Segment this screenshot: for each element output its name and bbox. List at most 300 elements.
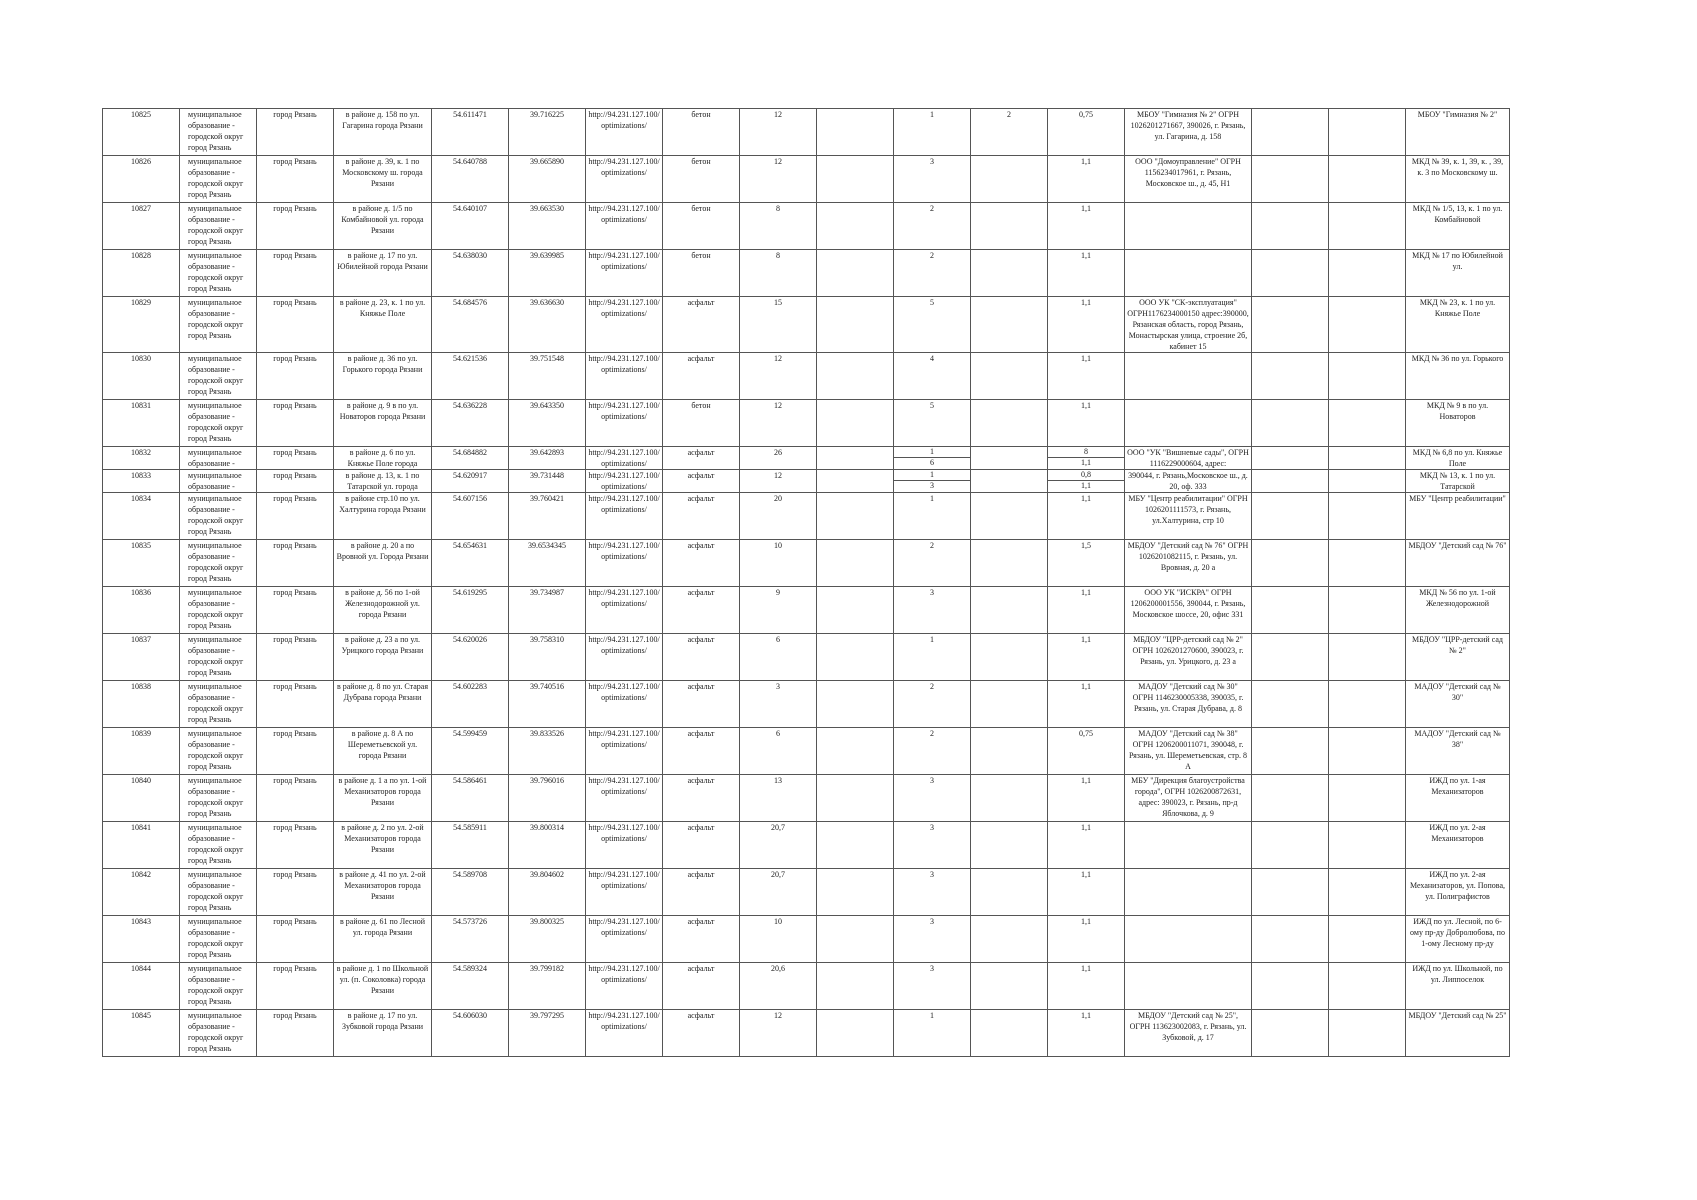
container-count-2 (971, 493, 1048, 540)
container-count: 3 (894, 822, 971, 869)
col-empty-2 (1252, 587, 1329, 634)
map-link[interactable]: http://94.231.127.100/optimizations/ (586, 916, 663, 963)
row-id: 10838 (103, 681, 180, 728)
col-empty-1 (817, 963, 894, 1010)
municipality: муниципальное образование - городской округ город Рязань (180, 540, 257, 587)
row-id: 10833 (103, 470, 180, 493)
col-empty-2 (1252, 916, 1329, 963)
city: город Рязань (257, 634, 334, 681)
table-row (103, 297, 1510, 353)
owner: МАДОУ "Детский сад № 30" ОГРН 1146230005338, 390035, г. Рязань, ул. Старая Дубрава, д. 8 (1125, 681, 1252, 728)
map-link[interactable]: http://94.231.127.100/optimizations/ (586, 109, 663, 156)
col-empty-3 (1329, 681, 1406, 728)
col-empty-2 (1252, 203, 1329, 250)
waste-source: ИЖД по ул. Школьной, по ул. Липпоселок (1406, 963, 1510, 1010)
longitude: 39.804602 (509, 869, 586, 916)
table-row (103, 203, 1510, 250)
latitude: 54.636228 (432, 400, 509, 447)
col-empty-1 (817, 869, 894, 916)
area: 12 (740, 156, 817, 203)
address: в районе д. 13, к. 1 по Татарской ул. города (334, 470, 432, 493)
col-empty-1 (817, 447, 894, 470)
municipality: муниципальное образование - (180, 470, 257, 493)
map-link[interactable]: http://94.231.127.100/optimizations/ (586, 203, 663, 250)
longitude: 39.800325 (509, 916, 586, 963)
table-row (103, 587, 1510, 634)
container-count-part: 6 (930, 458, 934, 467)
area: 20,7 (740, 822, 817, 869)
address: в районе д. 61 по Лесной ул. города Рязани (334, 916, 432, 963)
area: 12 (740, 400, 817, 447)
col-empty-3 (1329, 203, 1406, 250)
city: город Рязань (257, 963, 334, 1010)
waste-source: МКД № 6,8 по ул. Княжье Поле (1406, 447, 1510, 470)
longitude: 39.758310 (509, 634, 586, 681)
map-link[interactable]: http://94.231.127.100/optimizations/ (586, 681, 663, 728)
municipality: муниципальное образование - городской округ город Рязань (180, 728, 257, 775)
table-row (103, 447, 1510, 470)
col-empty-2 (1252, 109, 1329, 156)
address: в районе стр.10 по ул. Халтурина города Рязани (334, 493, 432, 540)
row-id: 10835 (103, 540, 180, 587)
col-empty-1 (817, 109, 894, 156)
map-link[interactable]: http://94.231.127.100/optimizations/ (586, 822, 663, 869)
row-id: 10834 (103, 493, 180, 540)
owner: МБОУ "Гимназия № 2" ОГРН 1026201271667, 390026, г. Рязань, ул. Гагарина, д. 158 (1125, 109, 1252, 156)
waste-source: МКД № 13, к. 1 по ул. Татарской (1406, 470, 1510, 493)
map-link[interactable]: http://94.231.127.100/optimizations/ (586, 775, 663, 822)
col-empty-3 (1329, 822, 1406, 869)
surface-type: бетон (663, 250, 740, 297)
waste-source: МБУ "Центр реабилитации" (1406, 493, 1510, 540)
container-count: 2 (894, 250, 971, 297)
surface-type: асфальт (663, 587, 740, 634)
waste-source: ИЖД по ул. 1-ая Механизаторов (1406, 775, 1510, 822)
container-count-2 (971, 1010, 1048, 1057)
area: 12 (740, 109, 817, 156)
table-row (103, 916, 1510, 963)
container-count: 2 (894, 540, 971, 587)
col-empty-3 (1329, 353, 1406, 400)
row-id: 10836 (103, 587, 180, 634)
col-empty-1 (817, 297, 894, 353)
container-count-2: 2 (971, 109, 1048, 156)
container-count-part: 3 (930, 481, 934, 490)
surface-type: бетон (663, 400, 740, 447)
city: город Рязань (257, 728, 334, 775)
area: 20,7 (740, 869, 817, 916)
container-count: 1 (894, 493, 971, 540)
municipality: муниципальное образование - городской округ город Рязань (180, 587, 257, 634)
owner: МАДОУ "Детский сад № 38" ОГРН 1206200011071, 390048, г. Рязань, ул. Шереметьевская, стр. 8 А (1125, 728, 1252, 775)
container-count-part: 1 (894, 470, 970, 481)
latitude: 54.638030 (432, 250, 509, 297)
col-empty-2 (1252, 728, 1329, 775)
container-count: 2 (894, 681, 971, 728)
longitude: 39.636630 (509, 297, 586, 353)
col-empty-3 (1329, 1010, 1406, 1057)
waste-source: МКД № 56 по ул. 1-ой Железнодорожной (1406, 587, 1510, 634)
col-empty-3 (1329, 587, 1406, 634)
col-empty-2 (1252, 822, 1329, 869)
col-empty-2 (1252, 156, 1329, 203)
container-count-2 (971, 540, 1048, 587)
surface-type: асфальт (663, 297, 740, 353)
latitude: 54.620026 (432, 634, 509, 681)
map-link[interactable]: http://94.231.127.100/optimizations/ (586, 728, 663, 775)
container-count-2 (971, 156, 1048, 203)
surface-type: асфальт (663, 681, 740, 728)
container-count-2 (971, 250, 1048, 297)
col-empty-3 (1329, 156, 1406, 203)
owner: МБДОУ "Детский сад № 25", ОГРН 113623002083, г. Рязань, ул. Зубковой, д. 17 (1125, 1010, 1252, 1057)
col-empty-2 (1252, 681, 1329, 728)
city: город Рязань (257, 493, 334, 540)
table-row (103, 353, 1510, 400)
container-volume-part: 1,1 (1081, 481, 1091, 490)
container-volume: 1,1 (1048, 587, 1125, 634)
col-empty-1 (817, 540, 894, 587)
area: 8 (740, 250, 817, 297)
owner: МБДОУ "ЦРР-детский сад № 2" ОГРН 1026201270600, 390023, г. Рязань, ул. Урицкого, д. 23 а (1125, 634, 1252, 681)
container-count: 3 (894, 587, 971, 634)
municipality: муниципальное образование - городской округ город Рязань (180, 353, 257, 400)
container-count (894, 447, 971, 470)
container-count: 1 (894, 1010, 971, 1057)
col-empty-3 (1329, 470, 1406, 493)
col-empty-3 (1329, 869, 1406, 916)
container-volume: 1,1 (1048, 203, 1125, 250)
map-link[interactable]: http://94.231.127.100/optimizations/ (586, 963, 663, 1010)
area: 12 (740, 353, 817, 400)
container-count: 3 (894, 869, 971, 916)
owner: ООО "УК "Вишневые сады", ОГРН 1116229000604, адрес: (1125, 447, 1252, 470)
longitude: 39.799182 (509, 963, 586, 1010)
address: в районе д. 56 по 1-ой Железнодорожной ул. города Рязани (334, 587, 432, 634)
longitude: 39.833526 (509, 728, 586, 775)
map-link[interactable]: http://94.231.127.100/optimizations/ (586, 1010, 663, 1057)
container-volume: 1,1 (1048, 493, 1125, 540)
table-row (103, 728, 1510, 775)
waste-source: МКД № 17 по Юбилейной ул. (1406, 250, 1510, 297)
col-empty-2 (1252, 493, 1329, 540)
owner (1125, 916, 1252, 963)
row-id: 10830 (103, 353, 180, 400)
registry-page (102, 108, 1507, 1057)
address: в районе д. 158 по ул. Гагарина города Рязани (334, 109, 432, 156)
surface-type: асфальт (663, 1010, 740, 1057)
map-link[interactable]: http://94.231.127.100/optimizations/ (586, 587, 663, 634)
latitude: 54.606030 (432, 1010, 509, 1057)
col-empty-1 (817, 728, 894, 775)
surface-type: асфальт (663, 869, 740, 916)
area: 20 (740, 493, 817, 540)
waste-source: МБДОУ "Детский сад № 76" (1406, 540, 1510, 587)
container-volume: 1,1 (1048, 400, 1125, 447)
col-empty-3 (1329, 250, 1406, 297)
col-empty-1 (817, 470, 894, 493)
map-link[interactable]: http://94.231.127.100/optimizations/ (586, 869, 663, 916)
map-link[interactable]: http://94.231.127.100/optimizations/ (586, 447, 663, 470)
container-count: 3 (894, 963, 971, 1010)
owner: 390044, г. Рязань,Московское ш., д. 20, оф. 333 (1125, 470, 1252, 493)
area: 10 (740, 916, 817, 963)
col-empty-1 (817, 203, 894, 250)
owner (1125, 400, 1252, 447)
city: город Рязань (257, 353, 334, 400)
city: город Рязань (257, 681, 334, 728)
city: город Рязань (257, 775, 334, 822)
col-empty-3 (1329, 963, 1406, 1010)
col-empty-2 (1252, 353, 1329, 400)
container-count-2 (971, 869, 1048, 916)
longitude: 39.639985 (509, 250, 586, 297)
row-id: 10840 (103, 775, 180, 822)
surface-type: асфальт (663, 822, 740, 869)
city: город Рязань (257, 109, 334, 156)
address: в районе д. 1 а по ул. 1-ой Механизаторов города Рязани (334, 775, 432, 822)
container-volume: 1,1 (1048, 156, 1125, 203)
waste-source: МКД № 36 по ул. Горького (1406, 353, 1510, 400)
owner: ООО УК "СК-эксплуатация" ОГРН1176234000150 адрес:390000, Рязанская область, город Рязань, Монастырская улица, строение 2б, кабинет 15 (1125, 297, 1252, 353)
owner: МБУ "Дирекция благоустройства города", ОГРН 1026200872631, адрес: 390023, г. Рязань, пр-д Яблочкова, д. 9 (1125, 775, 1252, 822)
col-empty-2 (1252, 1010, 1329, 1057)
row-id: 10842 (103, 869, 180, 916)
container-count: 1 (894, 634, 971, 681)
longitude: 39.740516 (509, 681, 586, 728)
longitude: 39.800314 (509, 822, 586, 869)
owner (1125, 869, 1252, 916)
surface-type: асфальт (663, 470, 740, 493)
container-volume: 1,1 (1048, 916, 1125, 963)
row-id: 10826 (103, 156, 180, 203)
map-link[interactable]: http://94.231.127.100/optimizations/ (586, 400, 663, 447)
city: город Рязань (257, 869, 334, 916)
row-id: 10829 (103, 297, 180, 353)
container-count-2 (971, 775, 1048, 822)
row-id: 10825 (103, 109, 180, 156)
latitude: 54.684576 (432, 297, 509, 353)
city: город Рязань (257, 916, 334, 963)
container-volume-part: 0,8 (1048, 470, 1124, 481)
col-empty-1 (817, 634, 894, 681)
col-empty-1 (817, 775, 894, 822)
waste-source: ИЖД по ул. 2-ая Механизаторов, ул. Попова, ул. Полиграфистов (1406, 869, 1510, 916)
col-empty-2 (1252, 540, 1329, 587)
container-count: 1 (894, 109, 971, 156)
col-empty-1 (817, 822, 894, 869)
municipality: муниципальное образование - городской округ город Рязань (180, 869, 257, 916)
latitude: 54.684882 (432, 447, 509, 470)
city: город Рязань (257, 250, 334, 297)
container-volume (1048, 447, 1125, 470)
latitude: 54.589708 (432, 869, 509, 916)
waste-source: МКД № 9 в по ул. Новаторов (1406, 400, 1510, 447)
address: в районе д. 41 по ул. 2-ой Механизаторов города Рязани (334, 869, 432, 916)
longitude: 39.797295 (509, 1010, 586, 1057)
municipality: муниципальное образование - городской округ город Рязань (180, 297, 257, 353)
address: в районе д. 17 по ул. Юбилейной города Рязани (334, 250, 432, 297)
owner: ООО УК "ИСКРА" ОГРН 1206200001556, 390044, г. Рязань, Московское шоссе, 20, офис 331 (1125, 587, 1252, 634)
container-volume: 1,1 (1048, 353, 1125, 400)
container-volume: 1,1 (1048, 681, 1125, 728)
col-empty-2 (1252, 470, 1329, 493)
col-empty-1 (817, 681, 894, 728)
col-empty-3 (1329, 634, 1406, 681)
container-volume: 1,1 (1048, 250, 1125, 297)
owner (1125, 353, 1252, 400)
col-empty-2 (1252, 400, 1329, 447)
col-empty-1 (817, 353, 894, 400)
surface-type: асфальт (663, 916, 740, 963)
municipality: муниципальное образование - (180, 447, 257, 470)
container-volume: 1,1 (1048, 1010, 1125, 1057)
container-volume: 1,1 (1048, 297, 1125, 353)
area: 13 (740, 775, 817, 822)
map-link[interactable]: http://94.231.127.100/optimizations/ (586, 353, 663, 400)
surface-type: бетон (663, 156, 740, 203)
waste-source: МАДОУ "Детский сад № 38" (1406, 728, 1510, 775)
col-empty-2 (1252, 963, 1329, 1010)
col-empty-1 (817, 916, 894, 963)
municipality: муниципальное образование - городской округ город Рязань (180, 963, 257, 1010)
owner (1125, 963, 1252, 1010)
col-empty-2 (1252, 634, 1329, 681)
table-row (103, 869, 1510, 916)
waste-source: МКД № 39, к. 1, 39, к. , 39, к. 3 по Московскому ш. (1406, 156, 1510, 203)
table-row (103, 775, 1510, 822)
container-volume-part: 8 (1048, 447, 1124, 458)
table-row (103, 540, 1510, 587)
row-id: 10841 (103, 822, 180, 869)
container-count-2 (971, 916, 1048, 963)
surface-type: бетон (663, 203, 740, 250)
latitude: 54.640107 (432, 203, 509, 250)
owner: МБУ "Центр реабилитации" ОГРН 1026201111573, г. Рязань, ул.Халтурина, стр 10 (1125, 493, 1252, 540)
row-id: 10827 (103, 203, 180, 250)
container-count: 3 (894, 775, 971, 822)
col-empty-3 (1329, 297, 1406, 353)
container-count: 3 (894, 156, 971, 203)
area: 10 (740, 540, 817, 587)
table-row (103, 109, 1510, 156)
row-id: 10843 (103, 916, 180, 963)
longitude: 39.751548 (509, 353, 586, 400)
container-volume: 1,1 (1048, 775, 1125, 822)
area: 12 (740, 1010, 817, 1057)
longitude: 39.796016 (509, 775, 586, 822)
city: город Рязань (257, 400, 334, 447)
container-volume: 1,1 (1048, 963, 1125, 1010)
col-empty-2 (1252, 775, 1329, 822)
col-empty-1 (817, 493, 894, 540)
municipality: муниципальное образование - городской округ город Рязань (180, 156, 257, 203)
municipality: муниципальное образование - городской округ город Рязань (180, 203, 257, 250)
address: в районе д. 8 по ул. Старая Дубрава города Рязани (334, 681, 432, 728)
city: город Рязань (257, 587, 334, 634)
latitude: 54.602283 (432, 681, 509, 728)
address: в районе д. 2 по ул. 2-ой Механизаторов города Рязани (334, 822, 432, 869)
map-link[interactable]: http://94.231.127.100/optimizations/ (586, 634, 663, 681)
table-row (103, 822, 1510, 869)
col-empty-2 (1252, 297, 1329, 353)
map-link[interactable]: http://94.231.127.100/optimizations/ (586, 540, 663, 587)
container-count-2 (971, 353, 1048, 400)
area: 26 (740, 447, 817, 470)
area: 6 (740, 634, 817, 681)
table-row (103, 963, 1510, 1010)
area: 3 (740, 681, 817, 728)
row-id: 10845 (103, 1010, 180, 1057)
municipality: муниципальное образование - городской округ город Рязань (180, 822, 257, 869)
municipality: муниципальное образование - городской округ город Рязань (180, 634, 257, 681)
longitude: 39.642893 (509, 447, 586, 470)
city: город Рязань (257, 470, 334, 493)
container-count-2 (971, 822, 1048, 869)
address: в районе д. 36 по ул. Горького города Рязани (334, 353, 432, 400)
map-link[interactable]: http://94.231.127.100/optimizations/ (586, 156, 663, 203)
area: 8 (740, 203, 817, 250)
table-row (103, 250, 1510, 297)
address: в районе д. 9 в по ул. Новаторов города Рязани (334, 400, 432, 447)
container-count-2 (971, 203, 1048, 250)
latitude: 54.589324 (432, 963, 509, 1010)
table-row (103, 1010, 1510, 1057)
longitude: 39.734987 (509, 587, 586, 634)
col-empty-3 (1329, 540, 1406, 587)
map-link[interactable]: http://94.231.127.100/optimizations/ (586, 470, 663, 493)
address: в районе д. 1 по Школьной ул. (п. Соколовка) города Рязани (334, 963, 432, 1010)
container-count: 4 (894, 353, 971, 400)
col-empty-1 (817, 1010, 894, 1057)
container-count: 5 (894, 400, 971, 447)
col-empty-1 (817, 250, 894, 297)
waste-source: ИЖД по ул. Лесной, по 6-ому пр-ду Добролюбова, по 1-ому Лесному пр-ду (1406, 916, 1510, 963)
municipality: муниципальное образование - городской округ город Рязань (180, 400, 257, 447)
col-empty-1 (817, 587, 894, 634)
map-link[interactable]: http://94.231.127.100/optimizations/ (586, 493, 663, 540)
table-row (103, 470, 1510, 493)
container-count-2 (971, 400, 1048, 447)
municipality: муниципальное образование - городской округ город Рязань (180, 109, 257, 156)
municipality: муниципальное образование - городской округ город Рязань (180, 775, 257, 822)
map-link[interactable]: http://94.231.127.100/optimizations/ (586, 297, 663, 353)
col-empty-3 (1329, 447, 1406, 470)
municipality: муниципальное образование - городской округ город Рязань (180, 1010, 257, 1057)
map-link[interactable]: http://94.231.127.100/optimizations/ (586, 250, 663, 297)
container-count-part: 1 (894, 447, 970, 458)
longitude: 39.643350 (509, 400, 586, 447)
container-count-2 (971, 681, 1048, 728)
container-volume: 1,1 (1048, 869, 1125, 916)
row-id: 10828 (103, 250, 180, 297)
surface-type: асфальт (663, 447, 740, 470)
longitude: 39.716225 (509, 109, 586, 156)
latitude: 54.619295 (432, 587, 509, 634)
city: город Рязань (257, 540, 334, 587)
waste-source: МБДОУ "ЦРР-детский сад № 2" (1406, 634, 1510, 681)
col-empty-1 (817, 400, 894, 447)
municipality: муниципальное образование - городской округ город Рязань (180, 493, 257, 540)
area: 9 (740, 587, 817, 634)
container-count-2 (971, 470, 1048, 493)
container-count: 5 (894, 297, 971, 353)
city: город Рязань (257, 447, 334, 470)
latitude: 54.599459 (432, 728, 509, 775)
latitude: 54.607156 (432, 493, 509, 540)
longitude: 39.6534345 (509, 540, 586, 587)
owner: ООО "Домоуправление" ОГРН 1156234017961, г. Рязань, Московское ш., д. 45, Н1 (1125, 156, 1252, 203)
